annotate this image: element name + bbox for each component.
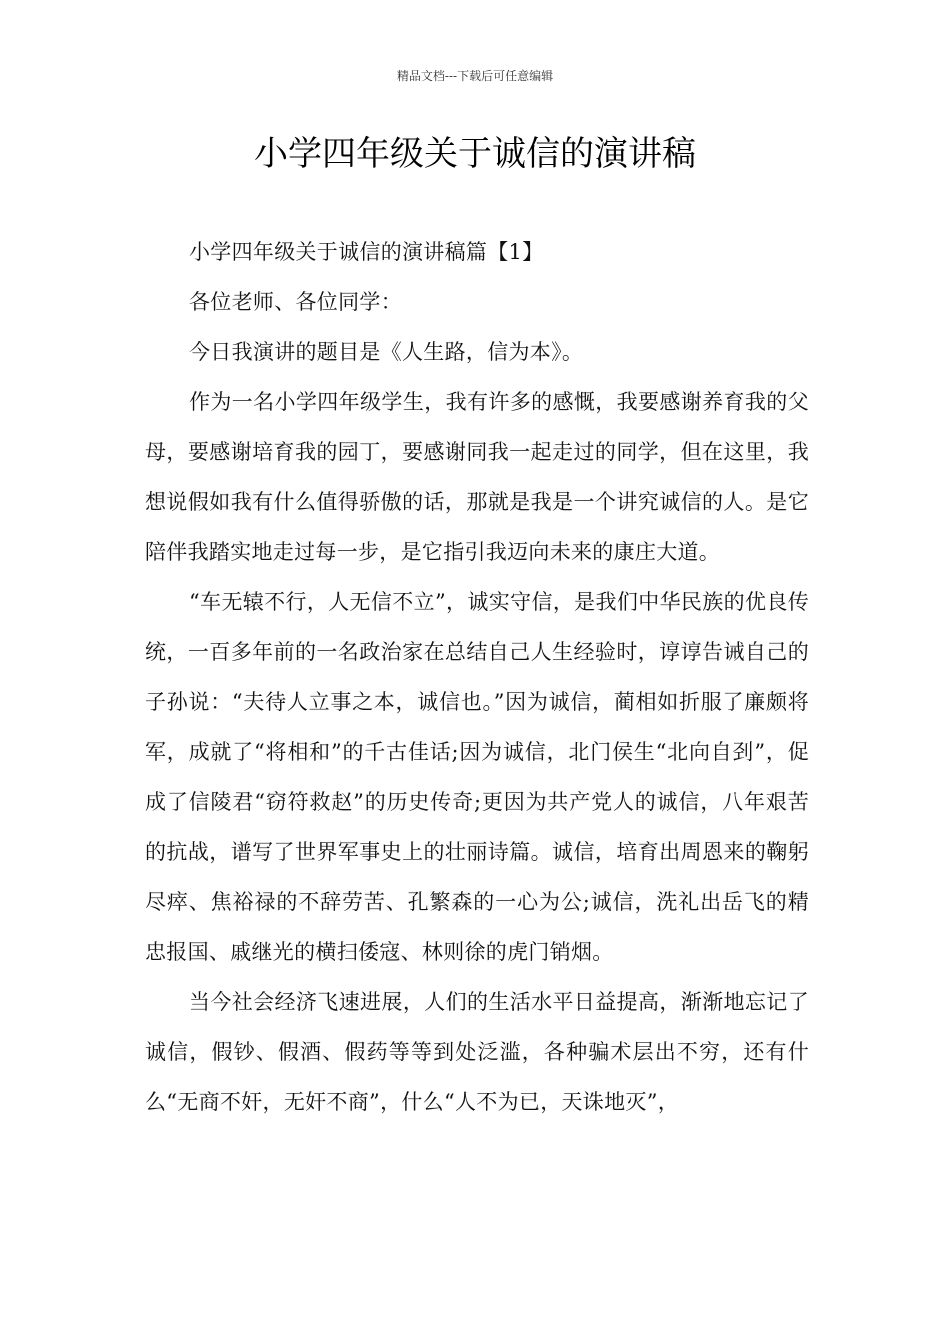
paragraph-body: 当今社会经济飞速进展，人们的生活水平日益提高，渐渐地忘记了诚信，假钞、假酒、假药等等到处泛滥，各种骗术层出不穷，还有什么“无商不奸，无奸不商”，什么“人不为已，天诛地灭”， — [145, 990, 809, 1114]
document-title: 小学四年级关于诚信的演讲稿 — [254, 134, 696, 174]
paragraph-salutation: 各位老师、各位同学： — [189, 290, 402, 314]
paragraph-section-heading: 小学四年级关于诚信的演讲稿篇【1】 — [189, 240, 544, 264]
paragraph-body: “车无辕不行，人无信不立”，诚实守信，是我们中华民族的优良传统，一百多年前的一名政治家在总结自己人生经验时，谆谆告诫自己的子孙说：“夫待人立事之本，诚信也。”因为诚信，蔺相如折服了廉颇将军，成就了“将相和”的千古佳话;因为诚信，北门侯生“北向自刭”，促成了信陵君“窃符救赵”的历史传奇;更因为共产党人的诚信，八年艰苦的抗战，谱写了世界军事史上的壮丽诗篇。诚信，培育出周恩来的鞠躬尽瘁、焦裕禄的不辞劳苦、孔繁森的一心为公;诚信，洗礼出岳飞的精忠报国、戚继光的横扫倭寇、林则徐的虎门销烟。 — [145, 590, 809, 964]
header-note: 精品文档---下载后可任意编辑 — [396, 69, 554, 83]
document-body — [145, 227, 809, 1127]
paragraph-topic: 今日我演讲的题目是《人生路，信为本》。 — [189, 340, 584, 364]
paragraph-body: 作为一名小学四年级学生，我有许多的感慨，我要感谢养育我的父母，要感谢培育我的园丁，要感谢同我一起走过的同学，但在这里，我想说假如我有什么值得骄傲的话，那就是我是一个讲究诚信的人。是它陪伴我踏实地走过每一步，是它指引我迈向未来的康庄大道。 — [145, 390, 809, 564]
